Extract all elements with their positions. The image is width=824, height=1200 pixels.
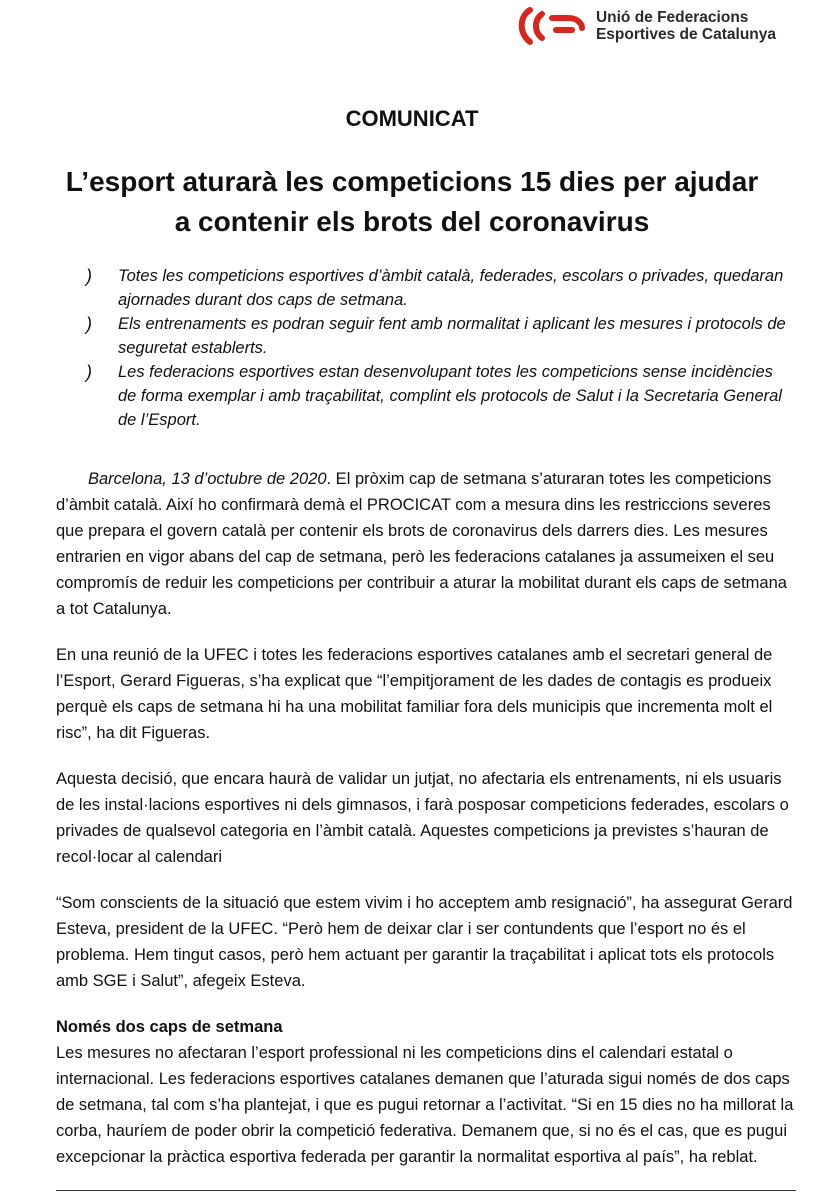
org-name-line1: Unió de Federacions xyxy=(595,9,749,26)
headline: L’esport aturarà les competicions 15 dies per ajudar a contenir els brots del coronavirus xyxy=(65,166,759,237)
section-heading: Només dos caps de setmana xyxy=(56,1018,283,1036)
paragraph-1-text: . El pròxim cap de setmana s’aturaran totes les competicions d’àmbit català. Així ho confirmarà demà el PROCICAT com a mesura dins les restriccions severes que prepara el govern català per contenir els brots de coronavirus dels darrers dies. Les mesures entrarien en vigor abans del cap de setmana, però les federacions catalanes ja assumeixen el seu compromís de reduir les competicions per contribuir a aturar la mobilitat durant els caps de setmana a tot Catalunya. xyxy=(56,470,787,618)
summary-bullet xyxy=(86,312,786,360)
document-label: COMUNICAT xyxy=(345,106,479,131)
dateline: Barcelona, 13 d’octubre de 2020 xyxy=(88,470,327,488)
org-name-line2: Esportives de Catalunya xyxy=(595,26,776,43)
summary-bullets xyxy=(86,264,786,432)
paragraph-3: Aquesta decisió, que encara haurà de validar un jutjat, no afectaria els entrenaments, ni els usuaris de les instal·lacions esportives ni dels gimnasos, i farà posposar competicions federades, escolars o privades de qualsevol categoria en l’àmbit català. Aquestes competicions ja previstes s’hauran de recol·locar al calendari xyxy=(56,770,789,866)
paragraph-4: “Som conscients de la situació que estem vivim i ho acceptem amb resignació”, ha assegurat Gerard Esteva, president de la UFEC. “Però hem de deixar clar i ser contundents que l’esport no és el problema. Hem tingut casos, però hem actuant per garantir la traçabilitat i aplicat tots els protocols amb SGE i Salut”, afegeix Esteva. xyxy=(56,894,793,990)
bullet-text: Els entrenaments es podran seguir fent amb normalitat i aplicant les mesures i protocols de seguretat establerts. xyxy=(118,315,786,357)
paragraph-1 xyxy=(56,466,796,622)
summary-bullet xyxy=(86,264,786,312)
article-body xyxy=(56,466,796,1170)
bullet-mark-icon: ) xyxy=(86,314,92,334)
org-logo xyxy=(516,6,776,46)
footer-divider xyxy=(56,1190,796,1191)
paragraph-2: En una reunió de la UFEC i totes les federacions esportives catalanes amb el secretari general de l’Esport, Gerard Figueras, s’ha explicat que “l’empitjorament de les dades de contagis es produeix perquè els caps de setmana hi ha una mobilitat familiar fora dels municipis que incrementa molt el risc”, ha dit Figueras. xyxy=(56,646,773,742)
org-name xyxy=(596,9,776,43)
paragraph-5: Les mesures no afectaran l’esport professional ni les competicions dins el calendari estatal o internacional. Les federacions esportives catalanes demanen que l’aturada sigui només de dos caps de setmana, tal com s’ha plantejat, i que es pugui retornar a l’activitat. “Si en 15 dies no ha millorat la corba, hauríem de poder obrir la competició federativa. Demanem que, si no és el cas, que es pugui excepcionar la pràctica esportiva federada per garantir la normalitat esportiva al país”, ha reblat. xyxy=(56,1044,794,1166)
bullet-text: Totes les competicions esportives d’àmbit català, federades, escolars o privades, quedaran ajornades durant dos caps de setmana. xyxy=(118,267,784,309)
section-two-weekends xyxy=(56,1014,796,1170)
ufec-logo-icon xyxy=(516,6,588,46)
bullet-text: Les federacions esportives estan desenvolupant totes les competicions sense incidències de forma exemplar i amb traçabilitat, complint els protocols de Salut i la Secretaria General de l’Esport. xyxy=(118,363,782,429)
bullet-mark-icon: ) xyxy=(86,362,92,382)
summary-bullet xyxy=(86,360,786,432)
bullet-mark-icon: ) xyxy=(86,266,92,286)
